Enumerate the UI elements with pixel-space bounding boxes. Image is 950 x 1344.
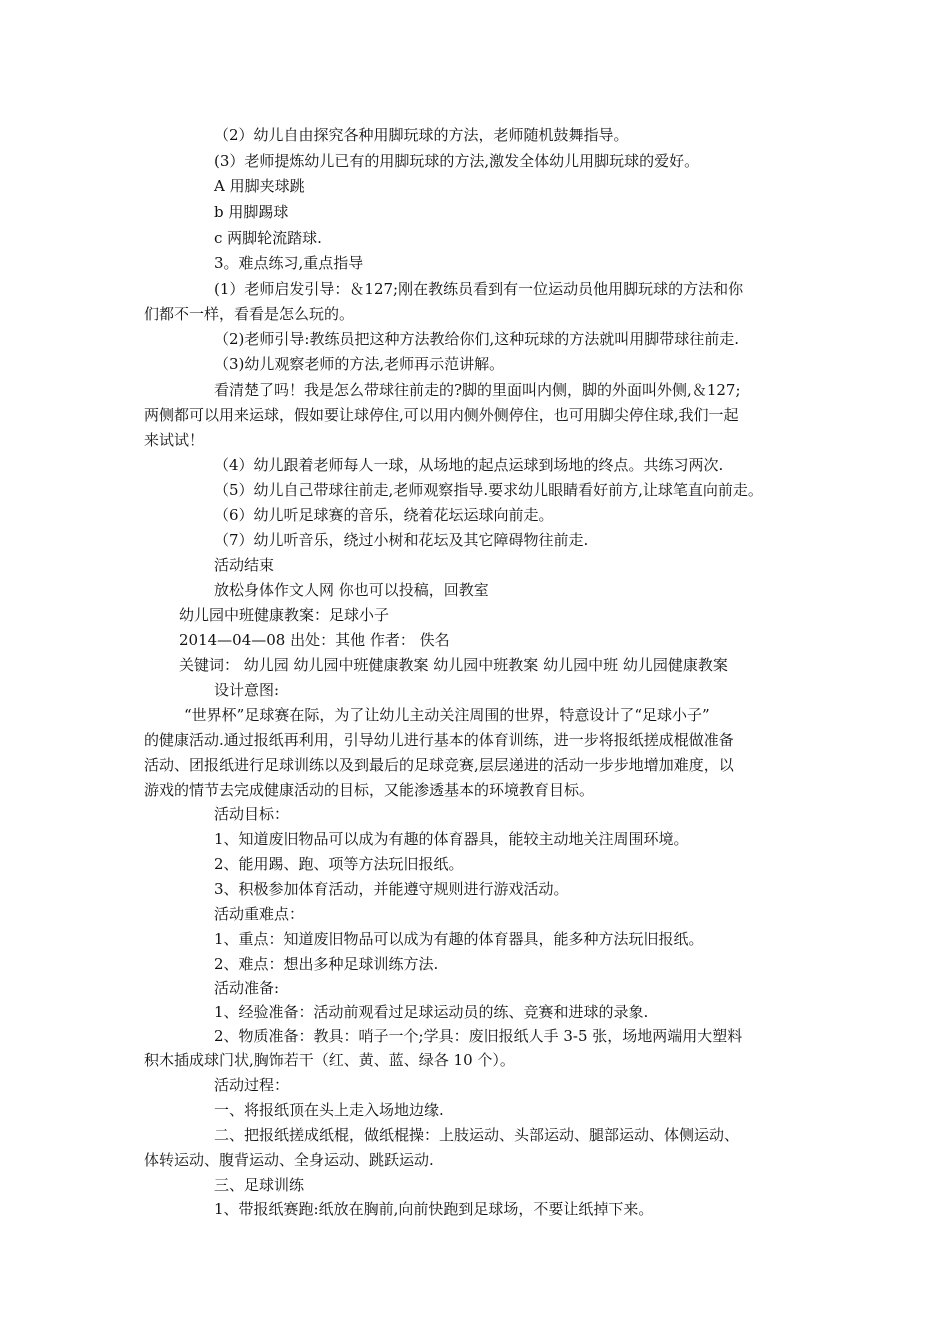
text-line: 活动结束: [214, 556, 275, 574]
text-line: （7）幼儿听音乐，绕过小树和花坛及其它障碍物往前走.: [214, 531, 589, 549]
text-line: 3。难点练习,重点指导: [214, 254, 364, 272]
text-line: 活动过程：: [214, 1076, 290, 1094]
text-line: “世界杯”足球赛在际，为了让幼儿主动关注周围的世界，特意设计了“足球小子”: [184, 706, 710, 724]
section-title: 幼儿园中班健康教案：足球小子: [179, 606, 390, 624]
text-line: 二、把报纸搓成纸棍，做纸棍操：上肢运动、头部运动、腿部运动、体侧运动、: [214, 1126, 740, 1144]
text-line: 三、足球训练: [214, 1176, 305, 1194]
text-line: 游戏的情节去完成健康活动的目标，又能渗透基本的环境教育目标。: [144, 781, 595, 799]
text-line: 3、积极参加体育活动，并能遵守规则进行游戏活动。: [214, 880, 569, 898]
text-line: （6）幼儿听足球赛的音乐，绕着花坛运球向前走。: [214, 506, 554, 524]
text-line: 体转运动、腹背运动、全身运动、跳跃运动.: [144, 1151, 434, 1169]
text-line: c 两脚轮流踏球.: [214, 229, 322, 247]
text-line: 活动目标：: [214, 805, 290, 823]
text-line: （5）幼儿自己带球往前走,老师观察指导.要求幼儿眼睛看好前方,让球笔直向前走。: [214, 481, 763, 499]
text-line: （2）幼儿自由探究各种用脚玩球的方法，老师随机鼓舞指导。: [214, 126, 629, 144]
article-meta: 2014—04—08 出处：其他 作者： 佚名: [179, 631, 450, 649]
text-line: 积木插成球门状,胸饰若干（红、黄、蓝、绿各 10 个）。: [144, 1051, 515, 1069]
text-line: 放松身体作文人网 你也可以投稿，回教室: [214, 581, 489, 599]
text-line: 2、能用踢、跑、项等方法玩旧报纸。: [214, 855, 464, 873]
text-line: 的健康活动.通过报纸再利用，引导幼儿进行基本的体育训练，进一步将报纸搓成棍做准备: [144, 731, 734, 749]
text-line: 1、知道废旧物品可以成为有趣的体育器具，能较主动地关注周围环境。: [214, 830, 689, 848]
text-line: 1、重点：知道废旧物品可以成为有趣的体育器具，能多种方法玩旧报纸。: [214, 930, 704, 948]
text-line: 1、经验准备：活动前观看过足球运动员的练、竞赛和进球的录象.: [214, 1003, 649, 1021]
text-line: （3)幼儿观察老师的方法,老师再示范讲解。: [214, 355, 505, 373]
text-line: b 用脚踢球: [214, 203, 289, 221]
text-line: 2、难点：想出多种足球训练方法.: [214, 955, 439, 973]
text-line: （4）幼儿跟着老师每人一球，从场地的起点运球到场地的终点。共练习两次.: [214, 456, 724, 474]
text-line: 看清楚了吗！我是怎么带球往前走的?脚的里面叫内侧，脚的外面叫外侧,＆127;: [214, 381, 741, 399]
text-line: 一、将报纸顶在头上走入场地边缘.: [214, 1101, 444, 1119]
article-keywords: 关键词： 幼儿园 幼儿园中班健康教案 幼儿园中班教案 幼儿园中班 幼儿园健康教案: [179, 656, 728, 674]
text-line: A 用脚夹球跳: [214, 177, 305, 195]
text-line: 活动重难点：: [214, 905, 305, 923]
text-line: 活动、团报纸进行足球训练以及到最后的足球竞赛,层层递进的活动一步步地增加难度，以: [144, 756, 734, 774]
text-line: 两侧都可以用来运球，假如要让球停住,可以用内侧外侧停住，也可用脚尖停住球,我们一起: [144, 406, 739, 424]
text-line: 来试试！: [144, 431, 205, 449]
text-line: (3）老师提炼幼儿已有的用脚玩球的方法,激发全体幼儿用脚玩球的爱好。: [214, 152, 700, 170]
text-line: （2)老师引导:教练员把这种方法教给你们,这种玩球的方法就叫用脚带球往前走.: [214, 330, 739, 348]
text-line: (1）老师启发引导：＆127;刚在教练员看到有一位运动员他用脚玩球的方法和你: [214, 280, 744, 298]
text-line: 1、带报纸赛跑:纸放在胸前,向前快跑到足球场，不要让纸掉下来。: [214, 1200, 654, 1218]
text-line: 们都不一样，看看是怎么玩的。: [144, 305, 355, 323]
text-line: 设计意图:: [214, 681, 280, 699]
text-line: 活动准备:: [214, 979, 280, 997]
text-line: 2、物质准备：教具：哨子一个;学具：废旧报纸人手 3-5 张，场地两端用大塑料: [214, 1027, 743, 1045]
